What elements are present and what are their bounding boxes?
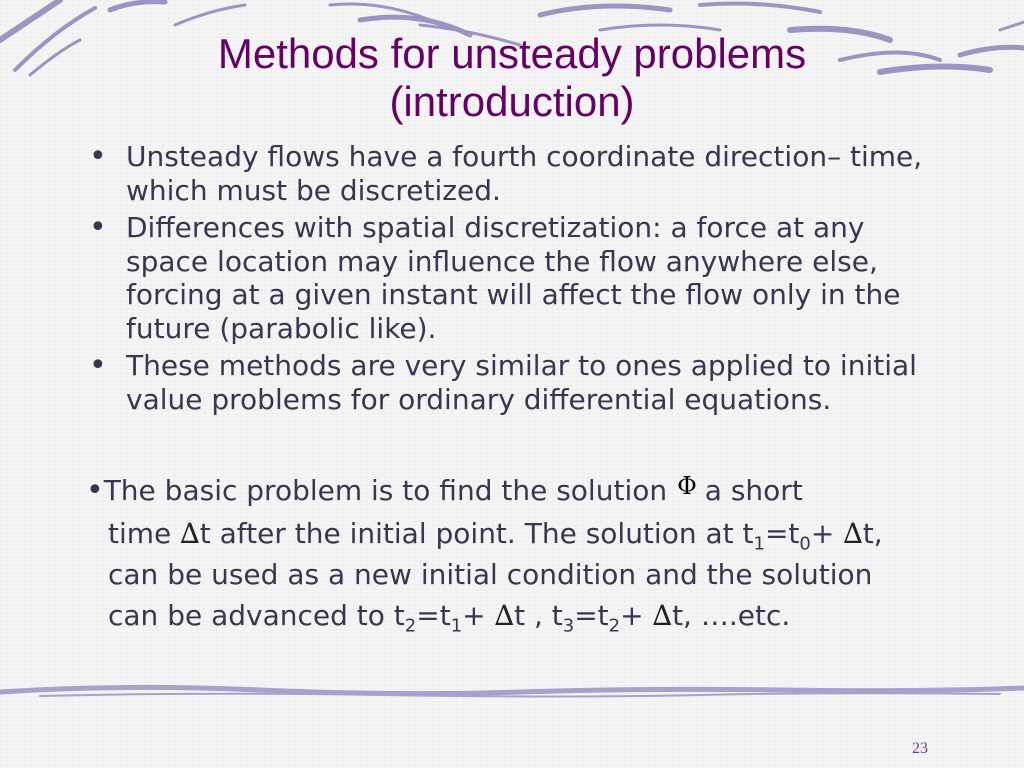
delta-symbol: ∆ [652,599,673,632]
page-number: 23 [912,740,928,757]
bullet-dot: • [89,210,107,245]
bullet-dot: • [89,348,107,383]
bullet-text: Differences with spatial discretization: a force at any space location may influence the flow anywhere else, forcing at a given instant will affect the flow only in the future (parabolic like). [126,211,901,345]
slide-title [0,30,1024,126]
phi-symbol: Φ [677,472,697,500]
bullet-text: Unsteady flows have a fourth coordinate direction– time, which must be discretized. [126,140,923,207]
decorative-swirl-bottom [0,680,1024,704]
basic-problem-line-2: time ∆t after the initial point. The solution at $t_1=t_0+ \Delta t$, [108,517,883,555]
basic-problem-line-1: •The basic problem is to find the solution Φ a short [86,472,803,508]
bullet-list [86,140,946,420]
bullet-dot: • [89,139,107,174]
title-line-2: (introduction) [389,78,635,125]
title-line-1: Methods for unsteady problems [217,30,807,77]
delta-symbol: ∆ [843,517,863,550]
basic-problem-line-3: can be used as a new initial condition and the solution [108,558,873,591]
bullet-text: These methods are very similar to ones applied to initial value problems for ordinary differential equations. [126,349,917,416]
bullet-dot: • [86,473,104,508]
delta-symbol: ∆ [180,517,200,550]
delta-symbol: ∆ [494,599,515,632]
basic-problem-line-4: can be advanced to $t_2=t_1+ \Delta t$ , $t_3=t_2+ \Delta t$, ….etc. [108,599,791,637]
bullet-item [86,140,946,207]
basic-problem-paragraph [86,470,966,636]
bullet-item [86,349,946,416]
bullet-item [86,211,946,345]
